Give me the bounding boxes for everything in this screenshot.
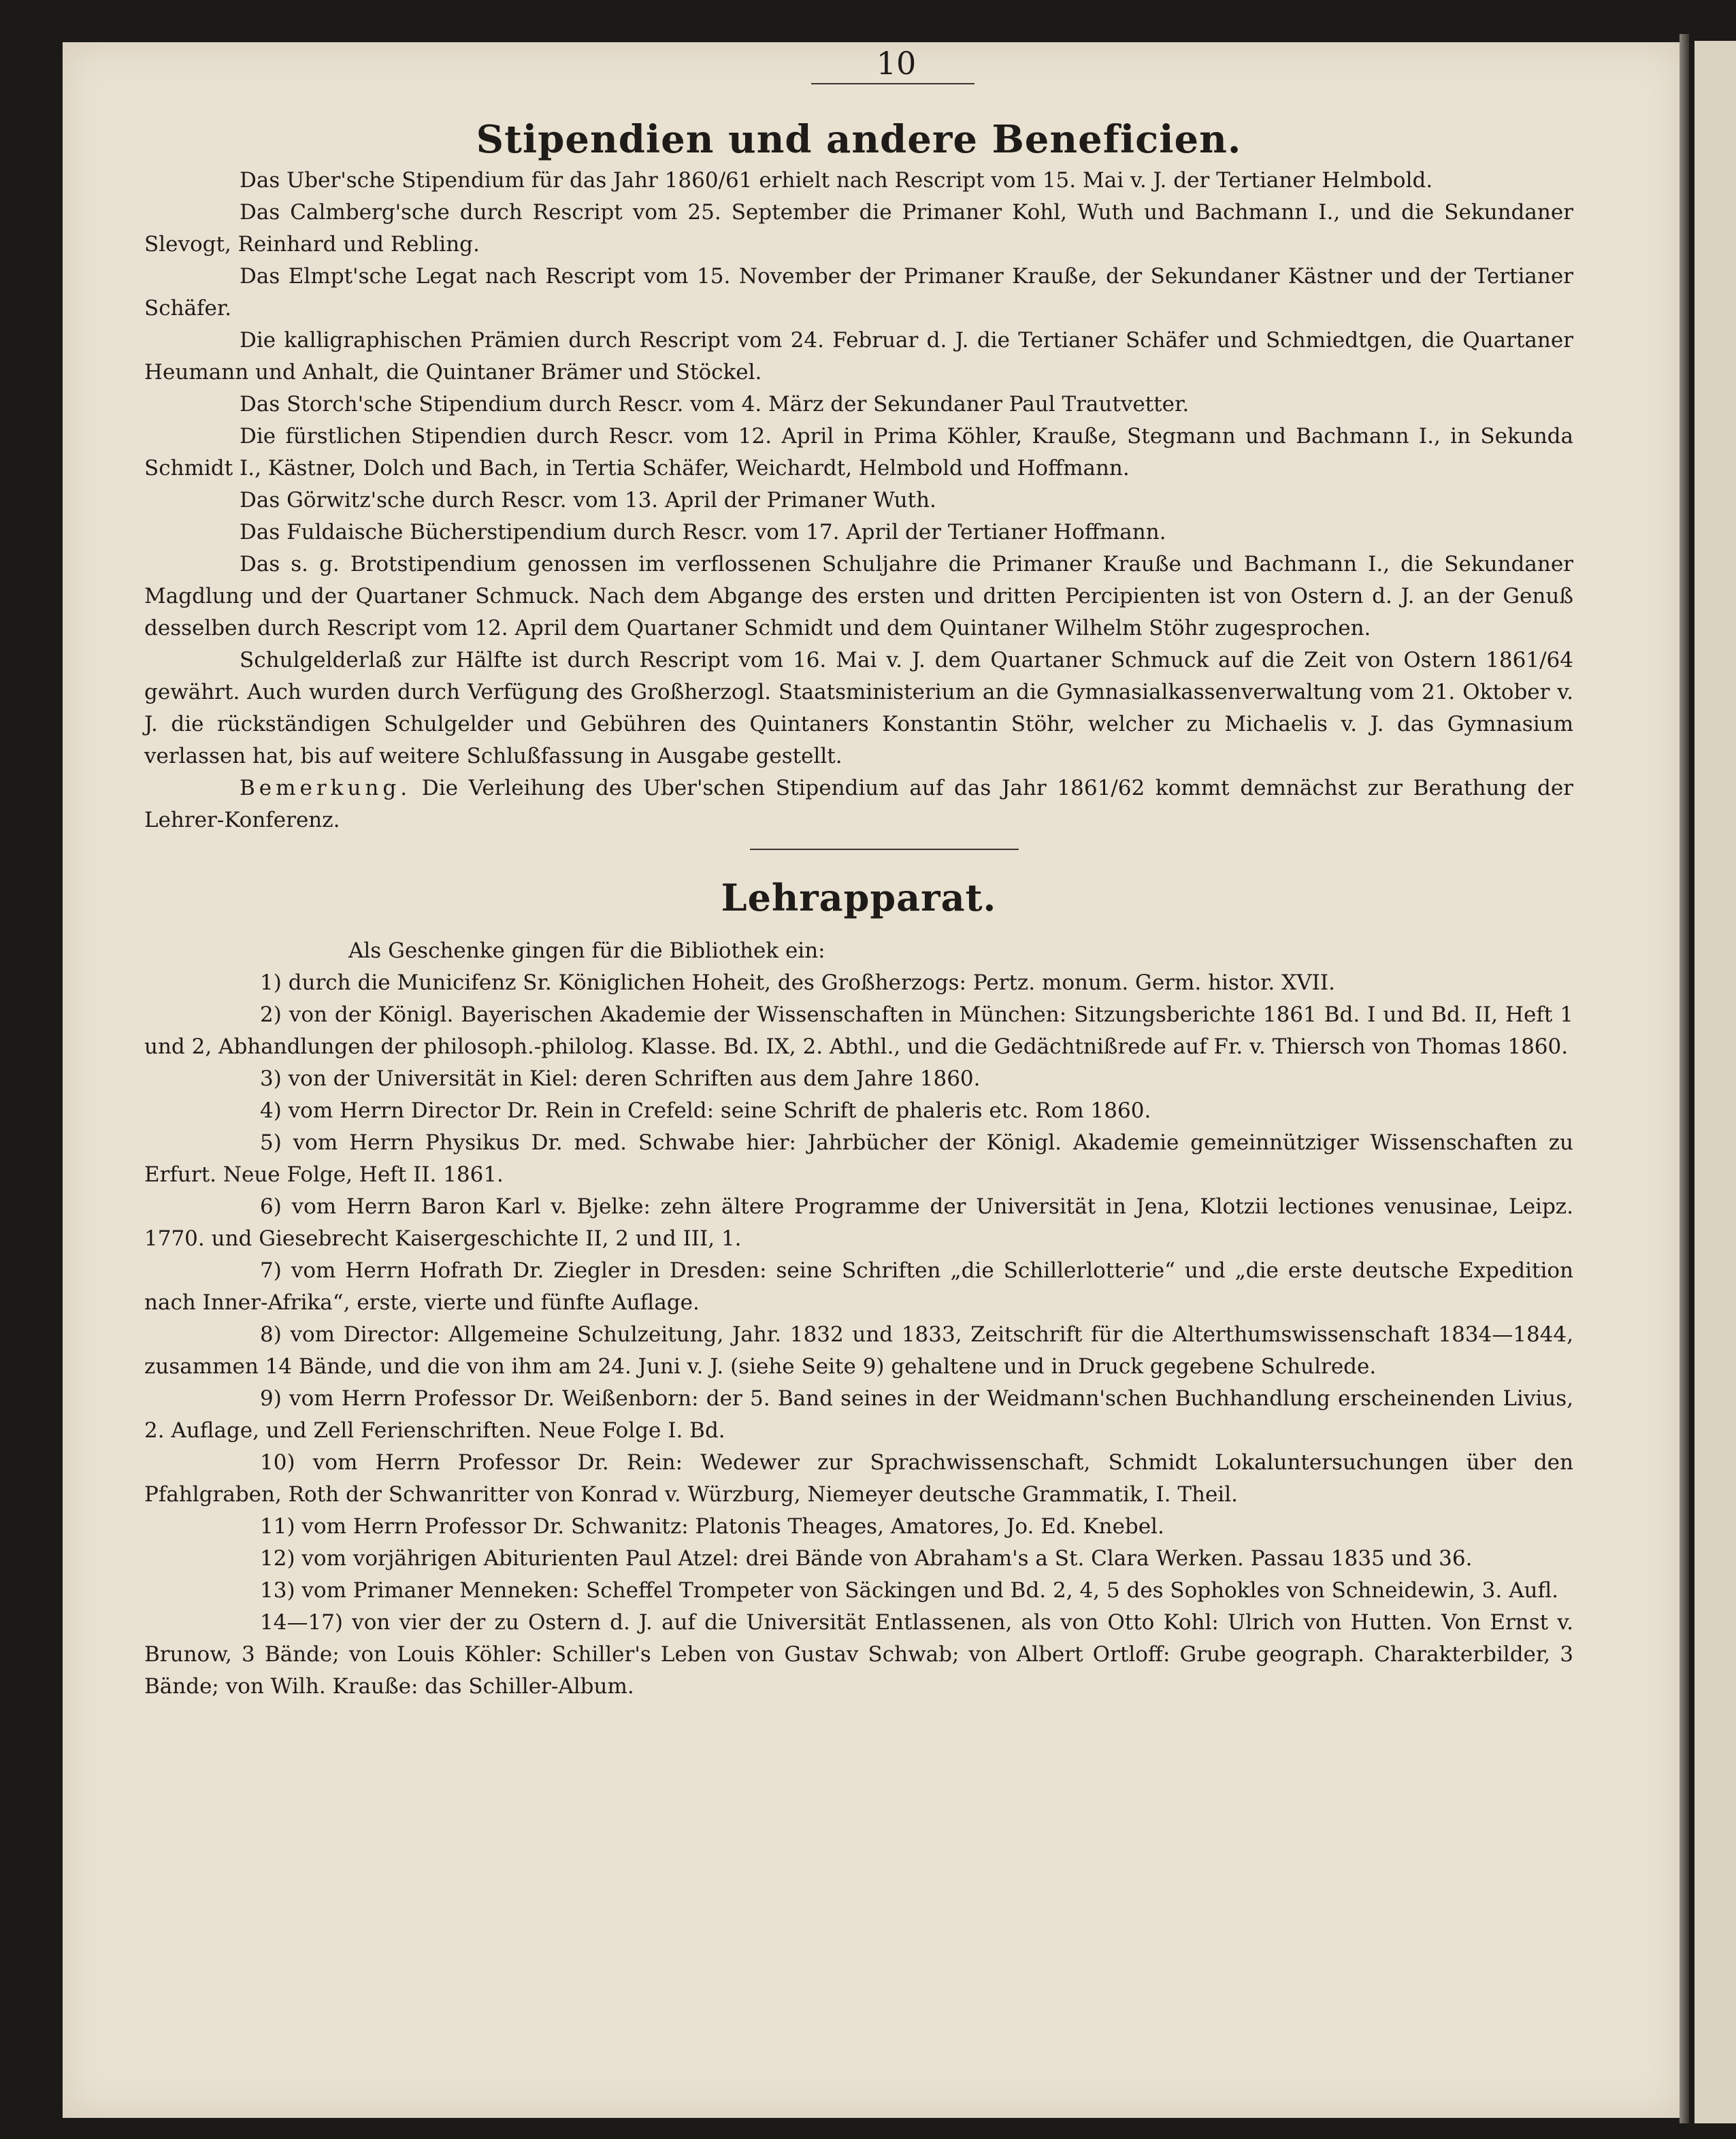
list-item: 12) vom vorjährigen Abiturienten Paul Atzel: drei Bände von Abraham's a St. Clara Werken. Passau 1835 und 36. xyxy=(260,1546,1473,1571)
intro-line: Als Geschenke gingen für die Bibliothek ein: xyxy=(348,938,825,963)
paragraph: Das Storch'sche Stipendium durch Rescr. vom 4. März der Sekundaner Paul Trautvetter. xyxy=(240,392,1190,417)
section-body-lehrapparat xyxy=(144,935,1573,1703)
page-number: 10 xyxy=(876,45,917,82)
list-item: 2) von der Königl. Bayerischen Akademie der Wissenschaften in München: Sitzungsberichte 1861 Bd. I und Bd. II, Heft 1 und 2, Abhandlungen der philosoph.-philolog. Klasse. Bd. IX, 2. Abthl., und die Gedächtnißrede auf Fr. v. Thiersch von Thomas 1860. xyxy=(144,1002,1573,1059)
list-item: 8) vom Director: Allgemeine Schulzeitung, Jahr. 1832 und 1833, Zeitschrift für die Alterthumswissenschaft 1834—1844, zusammen 14 Bände, und die von ihm am 24. Juni v. J. (siehe Seite 9) gehaltene und in Druck gegebene Schulrede. xyxy=(144,1322,1573,1379)
paragraph: Das s. g. Brotstipendium genossen im verflossenen Schuljahre die Primaner Krauße und Bachmann I., die Sekundaner Magdlung und der Quartaner Schmuck. Nach dem Abgange des ersten und dritten Percipienten ist von Ostern d. J. an der Genuß desselben durch Rescript vom 12. April dem Quartaner Schmidt und dem Quintaner Wilhelm Stöhr zugesprochen. xyxy=(144,552,1573,640)
remark-paragraph xyxy=(144,772,1573,836)
paragraph: Das Görwitz'sche durch Rescr. vom 13. April der Primaner Wuth. xyxy=(240,488,936,512)
paragraph: Das Uber'sche Stipendium für das Jahr 1860/61 erhielt nach Rescript vom 15. Mai v. J. der Tertianer Helmbold. xyxy=(240,168,1433,193)
section-title-stipendien: Stipendien und andere Beneficien. xyxy=(476,117,1242,162)
remark-text: Die Verleihung des Uber'schen Stipendium auf das Jahr 1861/62 kommt demnächst zur Berathung der Lehrer-Konferenz. xyxy=(144,776,1573,832)
document-page xyxy=(63,42,1682,2118)
list-item: 9) vom Herrn Professor Dr. Weißenborn: der 5. Band seines in der Weidmann'schen Buchhandlung erscheinenden Livius, 2. Auflage, und Zell Ferienschriften. Neue Folge I. Bd. xyxy=(144,1386,1573,1443)
paragraph: Die fürstlichen Stipendien durch Rescr. vom 12. April in Prima Köhler, Krauße, Stegmann und Bachmann I., in Sekunda Schmidt I., Kästner, Dolch und Bach, in Tertia Schäfer, Weichardt, Helmbold und Hoffmann. xyxy=(144,424,1573,480)
paragraph: Das Fuldaische Bücherstipendium durch Rescr. vom 17. April der Tertianer Hoffmann. xyxy=(240,520,1166,544)
paragraph: Das Calmberg'sche durch Rescript vom 25. September die Primaner Kohl, Wuth und Bachmann I., und die Sekundaner Slevogt, Reinhard und Rebling. xyxy=(144,200,1573,257)
list-item: 6) vom Herrn Baron Karl v. Bjelke: zehn ältere Programme der Universität in Jena, Klotzii lectiones venusinae, Leipz. 1770. und Giesebrecht Kaisergeschichte II, 2 und III, 1. xyxy=(144,1194,1573,1251)
page-edge-shadow xyxy=(1680,34,1689,2123)
section-divider xyxy=(750,849,1019,850)
list-item: 5) vom Herrn Physikus Dr. med. Schwabe hier: Jahrbücher der Königl. Akademie gemeinnütziger Wissenschaften zu Erfurt. Neue Folge, Heft II. 1861. xyxy=(144,1130,1573,1187)
section-body-stipendien xyxy=(144,165,1573,836)
list-item: 4) vom Herrn Director Dr. Rein in Crefeld: seine Schrift de phaleris etc. Rom 1860. xyxy=(260,1098,1151,1123)
paragraph: Schulgelderlaß zur Hälfte ist durch Rescript vom 16. Mai v. J. dem Quartaner Schmuck auf die Zeit von Ostern 1861/64 gewährt. Auch wurden durch Verfügung des Großherzogl. Staatsministerium an die Gymnasialkassenverwaltung vom 21. Oktober v. J. die rückständigen Schulgelder und Gebühren des Quintaners Konstantin Stöhr, welcher zu Michaelis v. J. das Gymnasium verlassen hat, bis auf weitere Schlußfassung in Ausgabe gestellt. xyxy=(144,648,1573,768)
adjacent-page-strip xyxy=(1694,41,1736,2123)
page-number-rule xyxy=(811,83,975,84)
list-item: 13) vom Primaner Menneken: Scheffel Trompeter von Säckingen und Bd. 2, 4, 5 des Sophokles von Schneidewin, 3. Aufl. xyxy=(260,1578,1558,1603)
remark-label: Bemerkung. xyxy=(240,776,412,800)
list-item: 3) von der Universität in Kiel: deren Schriften aus dem Jahre 1860. xyxy=(260,1066,981,1091)
list-item: 14—17) von vier der zu Ostern d. J. auf die Universität Entlassenen, als von Otto Kohl: Ulrich von Hutten. Von Ernst v. Brunow, 3 Bände; von Louis Köhler: Schiller's Leben von Gustav Schwab; von Albert Ortloff: Grube geograph. Charakterbilder, 3 Bände; von Wilh. Krauße: das Schiller-Album. xyxy=(144,1610,1573,1699)
section-title-lehrapparat: Lehrapparat. xyxy=(721,876,997,919)
paragraph: Das Elmpt'sche Legat nach Rescript vom 15. November der Primaner Krauße, der Sekundaner Kästner und der Tertianer Schäfer. xyxy=(144,264,1573,321)
list-item: 11) vom Herrn Professor Dr. Schwanitz: Platonis Theages, Amatores, Jo. Ed. Knebel. xyxy=(260,1514,1164,1539)
list-item: 7) vom Herrn Hofrath Dr. Ziegler in Dresden: seine Schriften „die Schillerlotterie“ und „die erste deutsche Expedition nach Inner-Afrika“, erste, vierte und fünfte Auflage. xyxy=(144,1258,1573,1315)
list-item: 10) vom Herrn Professor Dr. Rein: Wedewer zur Sprachwissenschaft, Schmidt Lokaluntersuchungen über den Pfahlgraben, Roth der Schwanritter von Konrad v. Würzburg, Niemeyer deutsche Grammatik, I. Theil. xyxy=(144,1450,1573,1507)
list-item: 1) durch die Municifenz Sr. Königlichen Hoheit, des Großherzogs: Pertz. monum. Germ. histor. XVII. xyxy=(260,970,1335,995)
paragraph: Die kalligraphischen Prämien durch Rescript vom 24. Februar d. J. die Tertianer Schäfer und Schmiedtgen, die Quartaner Heumann und Anhalt, die Quintaner Brämer und Stöckel. xyxy=(144,328,1573,385)
